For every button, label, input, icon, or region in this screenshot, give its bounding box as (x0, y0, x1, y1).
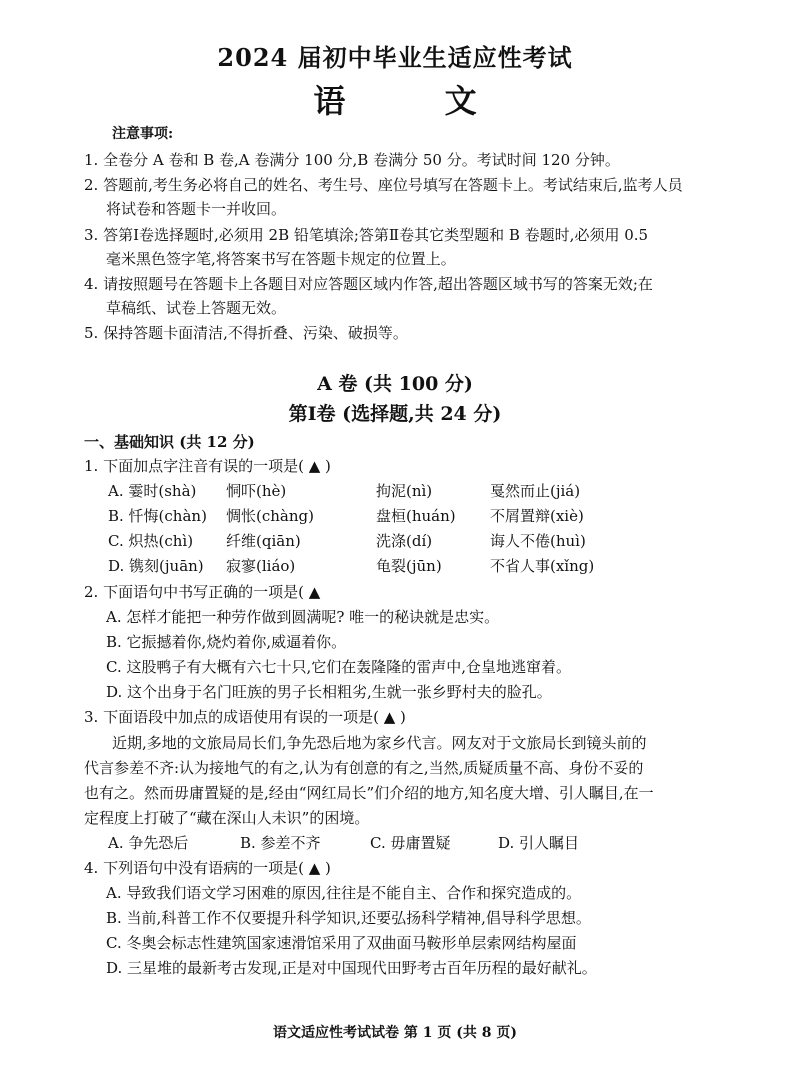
question-2-stem: 2. 下面语句中书写正确的一项是( ▲ (84, 583, 321, 601)
q1-option-item: 洗涤(dí) (376, 532, 433, 550)
q3-options (108, 833, 608, 853)
q1-option-item: 诲人不倦(huì) (490, 532, 586, 550)
q1-option-item: 不屑置辩(xiè) (490, 507, 584, 525)
q3-option-D: D. 引人瞩目 (498, 834, 580, 852)
q1-option-D: D. 镌刻(juān) (108, 557, 204, 575)
q3-option-B: B. 参差不齐 (240, 834, 321, 852)
notice-item: 1. 全卷分 A 卷和 B 卷,A 卷满分 100 分,B 卷满分 50 分。考试时间 120 分钟。 (84, 151, 620, 169)
q1-option-item: 不省人事(xǐng) (490, 557, 595, 575)
notice-item: 3. 答第Ⅰ卷选择题时,必须用 2B 铅笔填涂;答第Ⅱ卷其它类型题和 B 卷题时,必须用 0.5 (84, 226, 649, 244)
notice-item: 草稿纸、试卷上答题无效。 (106, 299, 287, 317)
q3-passage-line: 代言参差不齐:认为接地气的有之,认为有创意的有之,当然,质疑质量不高、身份不妥的 (84, 759, 644, 777)
question-3-stem: 3. 下面语段中加点的成语使用有误的一项是( ▲ ) (84, 708, 406, 726)
q3-passage-line: 近期,多地的文旅局局长们,争先恐后地为家乡代言。网友对于文旅局长到镜头前的 (112, 734, 647, 752)
question-4-stem: 4. 下列语句中没有语病的一项是( ▲ ) (84, 859, 331, 877)
section-title: A 卷 (共 100 分) (317, 373, 473, 395)
notice-item: 4. 请按照题号在答题卡上各题目对应答题区域内作答,超出答题区域书写的答案无效;在 (84, 275, 653, 293)
q3-option-A: A. 争先恐后 (108, 834, 189, 852)
q2-option-B: B. 它振撼着你,烧灼着你,威逼着你。 (106, 633, 347, 651)
notice-item: 5. 保持答题卡面清洁,不得折叠、污染、破损等。 (84, 324, 408, 342)
q1-option-item: 盘桓(huán) (376, 507, 456, 525)
q1-option-item: 拘泥(nì) (376, 482, 433, 500)
q3-option-C: C. 毋庸置疑 (370, 834, 451, 852)
subject-title: 语 文 (313, 82, 521, 120)
exam-title: 2024 届初中毕业生适应性考试 (217, 43, 573, 72)
q1-option-item: 寂寥(liáo) (226, 557, 296, 575)
q1-option-item: 龟裂(jūn) (376, 557, 442, 575)
q4-option-B: B. 当前,科普工作不仅要提升科学知识,还要弘扬科学精神,倡导科学思想。 (106, 909, 591, 927)
q1-option-row (108, 556, 608, 576)
q1-option-item: 戛然而止(jiá) (490, 482, 581, 500)
q4-option-A: A. 导致我们语文学习困难的原因,往往是不能自主、合作和探究造成的。 (106, 884, 582, 902)
notice-heading: 注意事项: (112, 126, 174, 142)
q3-passage-line: 定程度上打破了“藏在深山人未识”的困境。 (84, 809, 370, 827)
q1-option-row (108, 506, 608, 526)
q1-option-A: A. 霎时(shà) (108, 482, 197, 500)
question-1-stem: 1. 下面加点字注音有误的一项是( ▲ ) (84, 457, 331, 475)
notice-item: 2. 答题前,考生务必将自己的姓名、考生号、座位号填写在答题卡上。考试结束后,监考人员 (84, 176, 683, 194)
notice-item: 毫米黑色签字笔,将答案书写在答题卡规定的位置上。 (106, 250, 456, 268)
q1-option-B: B. 忏悔(chàn) (108, 507, 207, 525)
notice-item: 将试卷和答题卡一并收回。 (106, 200, 287, 218)
q2-option-D: D. 这个出身于名门旺族的男子长相粗劣,生就一张乡野村夫的脸孔。 (106, 683, 552, 701)
q1-option-row (108, 531, 608, 551)
q1-option-item: 惆怅(chàng) (226, 507, 314, 525)
q1-option-item: 恫吓(hè) (226, 482, 287, 500)
q1-option-row (108, 481, 608, 501)
q1-option-item: 纤维(qiān) (226, 532, 301, 550)
q2-option-C: C. 这股鸭子有大概有六七十只,它们在轰隆隆的雷声中,仓皇地逃窜着。 (106, 658, 572, 676)
q4-option-D: D. 三星堆的最新考古发现,正是对中国现代田野考古百年历程的最好献礼。 (106, 959, 597, 977)
part-heading: 一、基础知识 (共 12 分) (84, 433, 255, 451)
section-subtitle: 第Ⅰ卷 (选择题,共 24 分) (288, 403, 502, 425)
q3-passage-line: 也有之。然而毋庸置疑的是,经由“网红局长”们介绍的地方,知名度大增、引人瞩目,在一 (84, 784, 654, 802)
q4-option-C: C. 冬奥会标志性建筑国家速滑馆采用了双曲面马鞍形单层索网结构屋面 (106, 934, 577, 952)
q1-option-C: C. 炽热(chì) (108, 532, 194, 550)
page-footer: 语文适应性考试试卷 第 1 页 (共 8 页) (273, 1025, 517, 1041)
q2-option-A: A. 怎样才能把一种劳作做到圆满呢? 唯一的秘诀就是忠实。 (106, 608, 500, 626)
